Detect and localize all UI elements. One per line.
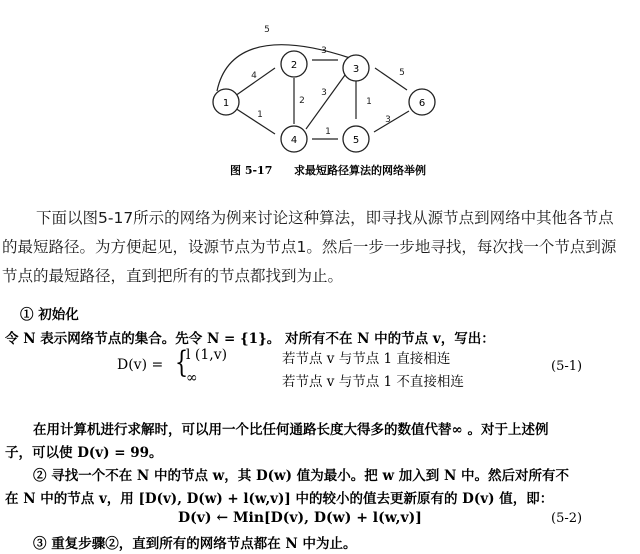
edge-weight-1-2: 4 [251,71,257,81]
eq-5-2-number: (5-2) [551,511,583,526]
note-line-2: 子，可以使 D(v) = 99。 [5,445,163,461]
figure-caption [230,162,426,178]
edge-weight-1-3: 5 [264,25,270,35]
edge-5-6 [374,111,409,132]
eq-5-1-case2-cond: 若节点 v 与节点 1 不直接相连 [282,374,464,390]
eq-5-1-number: (5-1) [551,359,583,374]
intro-line-1: 下面以图5-17所示的网络为例来讨论这种算法，即寻找从源节点到网络中其他各节点 [36,209,614,227]
node-label-1: 1 [222,98,230,109]
node-label-4: 4 [290,135,298,146]
edge-weight-2-4: 2 [299,96,305,106]
edge-1-4 [235,108,275,134]
eq-5-1-case2-expr: ∞ [186,370,198,386]
eq-5-1-lhs: D(v) = [117,357,164,373]
figure-caption-number: 图 5-17 [230,164,273,177]
edge-weight-4-5: 1 [325,127,331,137]
step1-line-1: 令 N 表示网络节点的集合。先令 N = {1}。 对所有不在 N 中的节点 v，写出： [5,331,495,347]
eq-5-2: D(v) ← Min[D(v), D(w) + l(w,v)] [178,510,422,526]
intro-line-2: 的最短路径。为方便起见，设源节点为节点1。然后一步一步地寻找，每次找一个节点到源 [2,238,617,256]
node-label-2: 2 [290,60,298,71]
figure-caption-text: 求最短路径算法的网络举例 [294,164,427,177]
edge-weight-1-4: 1 [257,110,263,120]
edge-weight-3-4: 3 [321,88,327,98]
edge-3-4 [306,75,345,129]
step2-line-2: 在 N 中的节点 v，用 [D(v), D(w) + l(w,v)] 中的较小的值去更新原有的 D(v) 值，即： [5,491,554,507]
node-label-6: 6 [418,98,426,109]
intro-line-3: 节点的最短路径，直到把所有的节点都找到为止。 [2,267,344,285]
edge-weight-3-5: 1 [366,97,372,107]
edge-weight-3-6: 5 [399,68,405,78]
note-line-1: 在用计算机进行求解时，可以用一个比任何通路长度大得多的数值代替∞ 。对于上述例 [33,422,549,438]
step2-line-1: ② 寻找一个不在 N 中的节点 w，其 D(w) 值为最小。把 w 加入到 N 中。然后对所有不 [33,468,570,484]
node-label-5: 5 [352,135,360,146]
eq-5-1-brace: { [174,345,189,380]
edge-weight-5-6: 3 [385,115,391,125]
step3-line-1: ③ 重复步骤②，直到所有的网络节点都在 N 中为止。 [33,536,357,552]
eq-5-1-case1-expr: l (1,v) [186,347,228,363]
edge-weight-2-3: 3 [321,46,327,56]
network-graph [200,8,460,168]
eq-5-1-case1-cond: 若节点 v 与节点 1 直接相连 [282,351,451,367]
step1-heading: ① 初始化 [20,307,79,323]
node-label-3: 3 [352,64,360,75]
